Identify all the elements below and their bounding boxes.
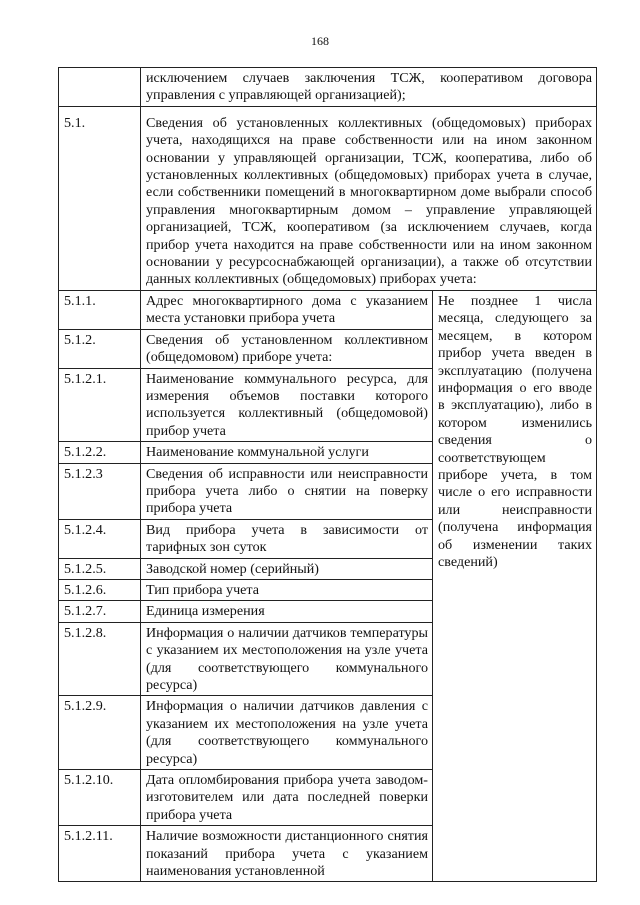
row-text: Тип прибора учета xyxy=(141,579,433,600)
row-number: 5.1.2.11. xyxy=(59,826,141,882)
page-number: 168 xyxy=(311,34,329,48)
row-text: исключением случаев заключения ТСЖ, кооперативом договора управления с управляющей организацией); xyxy=(141,68,597,107)
row-text: Наименование коммунального ресурса, для измерения объемов поставки которого используется коллективный (общедомовой) прибор учета xyxy=(141,368,433,442)
table-row xyxy=(59,68,597,107)
row-number: 5.1.2.7. xyxy=(59,601,141,622)
row-text: Информация о наличии датчиков давления с указанием их местоположения на узле учета (для соответствующего коммунального ресурса) xyxy=(141,696,433,770)
row-text: Наличие возможности дистанционного снятия показаний прибора учета с указанием наименования установленной xyxy=(141,826,433,882)
requirements-table xyxy=(58,67,597,882)
row-number: 5.1.2.3 xyxy=(59,463,141,519)
row-number: 5.1.2.6. xyxy=(59,579,141,600)
row-number: 5.1.2.10. xyxy=(59,770,141,826)
row-number: 5.1.2.8. xyxy=(59,622,141,696)
row-number: 5.1.2. xyxy=(59,329,141,368)
row-text: Заводской номер (серийный) xyxy=(141,558,433,579)
row-text: Вид прибора учета в зависимости от тарифных зон суток xyxy=(141,519,433,558)
table-row xyxy=(59,290,597,329)
row-text: Сведения об исправности или неисправности прибора учета либо о снятии на поверку прибора учета xyxy=(141,463,433,519)
row-text: Единица измерения xyxy=(141,601,433,622)
row-number: 5.1.2.5. xyxy=(59,558,141,579)
row-number: 5.1.2.1. xyxy=(59,368,141,442)
row-text: Сведения об установленном коллективном (общедомовом) приборе учета: xyxy=(141,329,433,368)
row-number xyxy=(59,68,141,107)
row-number: 5.1. xyxy=(59,106,141,290)
row-text: Сведения об установленных коллективных (общедомовых) приборах учета, находящихся на праве собственности или на ином законном основании у управляющей организации, ТСЖ, кооператива, либо об установленных коллективных (общедомовых) приборах учета в случае, если собственники помещений в многоквартирном доме выбрали способ управления многоквартирным домом – управление управляющей организацией, ТСЖ, кооперативом (за исключением случаев, когда прибор учета находится на праве собственности или на ином законном основании у ресурсоснабжающей организации), а также об отсутствии данных коллективных (общедомовых) приборах учета: xyxy=(141,106,597,290)
table-row xyxy=(59,106,597,290)
row-number: 5.1.2.4. xyxy=(59,519,141,558)
row-text: Адрес многоквартирного дома с указанием места установки прибора учета xyxy=(141,290,433,329)
deadline-cell: Не позднее 1 числа месяца, следующего за месяцем, в котором прибор учета введен в эксплуатацию (получена информация о его вводе в эксплуатацию), либо в котором изменились сведения о соответствующем приборе учета, в том числе о его исправности или неисправности (получена информация об изменении таких сведений) xyxy=(433,290,597,882)
row-number: 5.1.1. xyxy=(59,290,141,329)
row-text: Дата опломбирования прибора учета заводом-изготовителем или дата последней поверки прибора учета xyxy=(141,770,433,826)
row-number: 5.1.2.9. xyxy=(59,696,141,770)
row-text: Информация о наличии датчиков температуры с указанием их местоположения на узле учета (для соответствующего коммунального ресурса) xyxy=(141,622,433,696)
row-number: 5.1.2.2. xyxy=(59,442,141,463)
row-text: Наименование коммунальной услуги xyxy=(141,442,433,463)
